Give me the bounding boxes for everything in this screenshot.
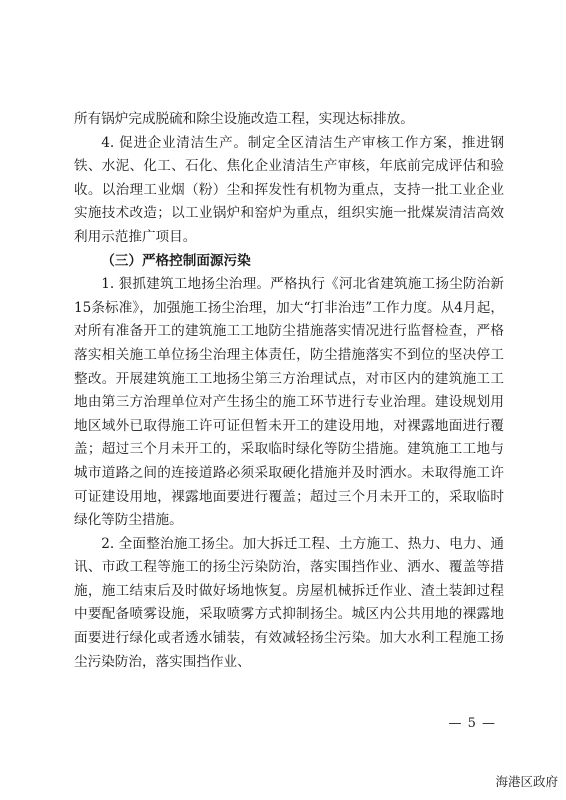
paragraph-clean-production: 4. 促进企业清洁生产。制定全区清洁生产审核工作方案，推进钢铁、水泥、化工、石化、焦化企业清洁生产审核，年底前完成评估和验收。以治理工业烟（粉）尘和挥发性有机物为重点，支持一批工业企业实施技术改造；以工业锅炉和窑炉为重点，组织实施一批煤炭清洁高效利用示范推广项目。: [74, 134, 504, 245]
paragraph-construction-remediation: 2. 全面整治施工扬尘。加大拆迁工程、土方施工、热力、电力、通讯、市政工程等施工的扬尘污染防治，落实围挡作业、洒水、覆盖等措施，施工结束后及时做好场地恢复。房屋机械拆迁作业、渣土装卸过程中要配备喷雾设施，采取喷雾方式抑制扬尘。城区内公共用地的裸露地面要进行绿化或者透水铺装，有效减轻扬尘污染。加大水利工程施工扬尘污染防治，落实围挡作业、: [74, 535, 504, 670]
section-heading: （三）严格控制面源污染: [101, 252, 251, 269]
document-body: [74, 108, 504, 674]
paragraph-continuation: 所有锅炉完成脱硫和除尘设施改造工程，实现达标排放。: [74, 111, 414, 127]
paragraph-construction-dust: 1. 狠抓建筑工地扬尘治理。严格执行《河北省建筑施工扬尘防治新15条标准》，加强施工扬尘治理，加大“打非治违”工作力度。从4月起，对所有准备开工的建筑施工工地防尘措施落实情况进行监督检查，严格落实相关施工单位扬尘治理主体责任，防尘措施落实不到位的坚决停工整改。开展建筑施工工地扬尘第三方治理试点，对市区内的建筑施工工地由第三方治理单位对产生扬尘的施工环节进行专业治理。建设规划用地区域外已取得施工许可证但暂未开工的建设用地，对裸露地面进行覆盖；超过三个月未开工的，采取临时绿化等防尘措施。建筑施工工地与城市道路之间的连接道路必须采取硬化措施并及时洒水。未取得施工许可证建设用地，裸露地面要进行覆盖；超过三个月未开工的，采取临时绿化等防尘措施。: [74, 276, 504, 529]
page-number: — 5 —: [448, 716, 496, 731]
watermark-label: 海港区政府: [495, 774, 558, 789]
